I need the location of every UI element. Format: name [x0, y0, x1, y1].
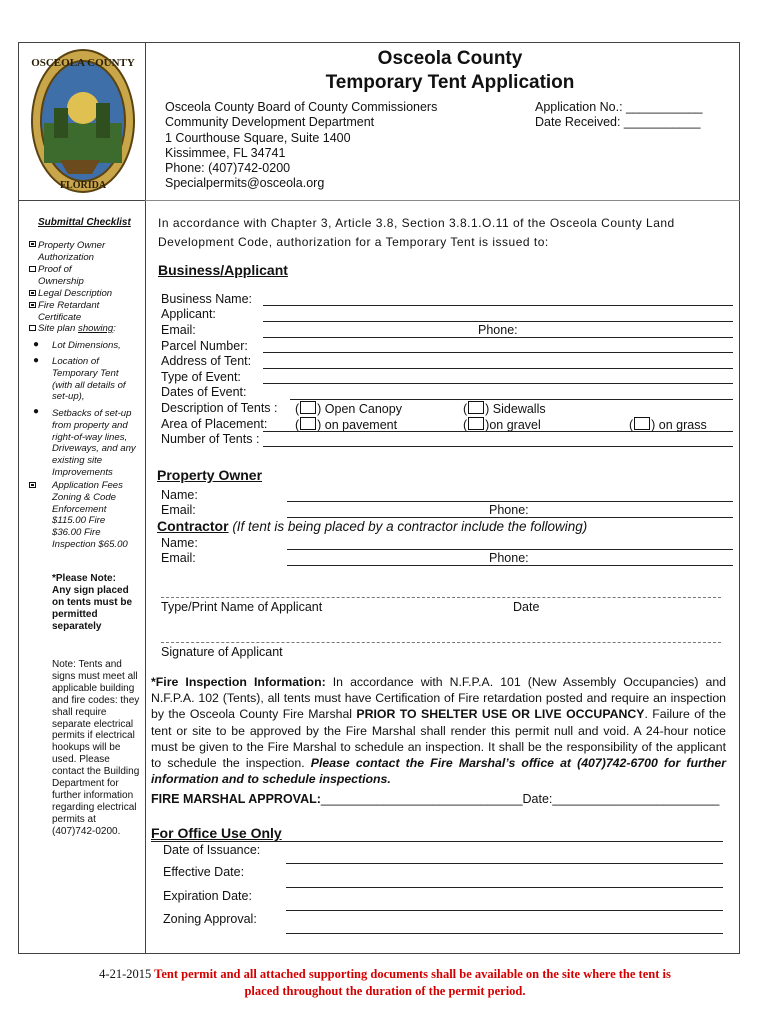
county-seal-icon — [30, 48, 136, 194]
issuance-label: Date of Issuance: — [163, 843, 261, 857]
header-divider-left — [18, 200, 146, 201]
effective-field[interactable] — [286, 887, 723, 888]
fire-marshal-approval[interactable]: FIRE MARSHAL APPROVAL:_____________________________Date:________________________ — [151, 792, 720, 806]
checklist-item: Proof of Ownership — [38, 264, 84, 287]
address-label: Address of Tent: — [161, 354, 252, 368]
fire-inspection-info: *Fire Inspection Information: In accordance with N.F.P.A. 101 (New Assembly Occupancies) and N.F.P.A. 102 (Tents), all tents must have Certification of Fire retardation posted and require an inspection by the Osceola County Fire Marshal PRIOR TO SHELTER USE OR LIVE OCCUPANCY. Failure of the tent or site to be approved by the Fire Marshal shall render this permit null and void. A 24-hour notice must be given to the Fire Marshal to schedule an inspection. It shall be the responsibility of the applicant to schedule the inspection. Please contact the Fire Marshal’s office at (407)742-6700 for further information and to schedule inspections. — [151, 675, 727, 787]
contractor-heading: Contractor (If tent is being placed by a contractor include the following) — [157, 518, 588, 534]
signature-label: Signature of Applicant — [161, 645, 283, 659]
checkbox-icon — [300, 401, 316, 414]
checklist-item: Legal Description — [38, 288, 113, 299]
business-heading: Business/Applicant — [158, 262, 288, 278]
owner-phone-label: Phone: — [489, 503, 529, 517]
checkbox-fire-retardant[interactable] — [29, 302, 36, 308]
print-name-line[interactable] — [161, 597, 721, 598]
print-name-label: Type/Print Name of Applicant — [161, 600, 323, 614]
business-name-field[interactable] — [263, 305, 733, 306]
checkbox-icon — [634, 417, 650, 430]
option-sidewalls[interactable]: ( ) Sidewalls — [463, 402, 546, 416]
email-phone-field[interactable] — [263, 337, 733, 338]
contractor-email-label: Email: — [161, 551, 196, 565]
placement-label: Area of Placement: — [161, 417, 268, 431]
application-info — [535, 100, 703, 131]
footer-note: 4-21-2015 Tent permit and all attached supporting documents shall be available on the site where the tent is — [99, 967, 671, 981]
description-label: Description of Tents : — [161, 401, 278, 415]
contractor-email-phone-field[interactable] — [287, 565, 733, 566]
type-label: Type of Event: — [161, 370, 241, 384]
checkbox-icon — [468, 401, 484, 414]
svg-text:OSCEOLA COUNTY: OSCEOLA COUNTY — [31, 57, 135, 69]
contractor-name-label: Name: — [161, 536, 198, 550]
checklist-title: Submittal Checklist — [38, 217, 131, 228]
effective-label: Effective Date: — [163, 865, 245, 879]
number-label: Number of Tents : — [161, 432, 260, 446]
parcel-field[interactable] — [263, 352, 733, 353]
type-field[interactable] — [263, 383, 733, 384]
owner-name-field[interactable] — [287, 501, 733, 502]
option-open-canopy[interactable]: ( ) Open Canopy — [295, 402, 402, 416]
form-subtitle: Temporary Tent Application — [325, 72, 575, 93]
application-number: Application No.: ___________ — [535, 100, 703, 114]
parcel-label: Parcel Number: — [161, 339, 248, 353]
sign-permit-note: *Please Note: Any sign placed on tents must be permitted separately — [52, 573, 133, 632]
expiration-field[interactable] — [286, 910, 723, 911]
checklist-item: Fire Retardant Certificate — [38, 300, 100, 323]
department-address: Osceola County Board of County Commissioners Community Development Department 1 Courthouse Square, Suite 1400 Kissimmee, FL 34741 Phone: (407)742-0200 Specialpermits@osceola.org — [165, 100, 438, 191]
option-pavement[interactable]: ( ) on pavement — [295, 418, 398, 432]
checklist-subitem: Location of Temporary Tent (with all details of set-up), — [52, 356, 126, 403]
zoning-field[interactable] — [286, 933, 723, 934]
electrical-note: Note: Tents and signs must meet all applicable building and fire codes: they shall require separate electrical permits if electrical hookups will be used. Please contact the Building Department for further information regarding electrical permits at (407)742-0200. — [52, 659, 140, 837]
issuance-field[interactable] — [286, 863, 723, 864]
phone-label: Phone: — [478, 323, 518, 337]
office-heading-line — [151, 841, 723, 842]
business-name-label: Business Name: — [161, 292, 253, 306]
bullet-icon: ● — [33, 339, 40, 350]
checkbox-application-fees[interactable] — [29, 482, 36, 488]
checklist-item: Application Fees Zoning & Code Enforcement $115.00 Fire $36.00 Fire Inspection $65.00 — [52, 480, 128, 550]
form-title: Osceola County — [377, 48, 523, 69]
checklist-item: Site plan showing: — [38, 323, 116, 334]
contractor-name-field[interactable] — [287, 549, 733, 550]
checkbox-icon — [300, 417, 316, 430]
bullet-icon: ● — [33, 355, 40, 366]
checkbox-legal-description[interactable] — [29, 290, 36, 296]
intro-text: In accordance with Chapter 3, Article 3.8, Section 3.8.1.O.11 of the Osceola County Land Development Code, authorization for a Temporary Tent is issued to: — [158, 216, 675, 249]
checkbox-owner-authorization[interactable] — [29, 241, 36, 247]
owner-heading: Property Owner — [157, 467, 263, 483]
checkbox-icon — [468, 417, 484, 430]
signature-line[interactable] — [161, 642, 721, 643]
checkbox-site-plan[interactable] — [29, 325, 36, 331]
option-gravel[interactable]: ( )on gravel — [463, 418, 541, 432]
email-label: Email: — [161, 323, 196, 337]
checklist-subitem: Lot Dimensions, — [52, 340, 121, 351]
office-heading: For Office Use Only — [151, 825, 282, 841]
footer-note-line2: placed throughout the duration of the permit period. — [244, 984, 526, 998]
applicant-label: Applicant: — [161, 307, 216, 321]
checklist-subitem: Setbacks of set-up from property and right-of-way lines, Driveways, and any existing site Improvements — [52, 408, 136, 478]
contractor-phone-label: Phone: — [489, 551, 529, 565]
sidebar-divider — [145, 42, 146, 954]
bullet-icon: ● — [33, 406, 40, 417]
expiration-label: Expiration Date: — [163, 889, 252, 903]
date-label: Date — [513, 600, 540, 614]
checklist-item: Property Owner Authorization — [38, 240, 106, 263]
owner-email-label: Email: — [161, 503, 196, 517]
address-field[interactable] — [263, 368, 733, 369]
number-field[interactable] — [263, 446, 733, 447]
dates-label: Dates of Event: — [161, 385, 247, 399]
applicant-field[interactable] — [263, 321, 733, 322]
dates-field[interactable] — [290, 399, 733, 400]
header-divider-right — [145, 200, 740, 201]
date-received: Date Received: ___________ — [535, 115, 701, 130]
svg-text:FLORIDA: FLORIDA — [59, 180, 107, 191]
owner-name-label: Name: — [161, 488, 198, 502]
zoning-label: Zoning Approval: — [163, 912, 257, 926]
checkbox-proof-ownership[interactable] — [29, 266, 36, 272]
placement-field — [263, 431, 733, 432]
option-grass[interactable]: ( ) on grass — [629, 418, 707, 432]
